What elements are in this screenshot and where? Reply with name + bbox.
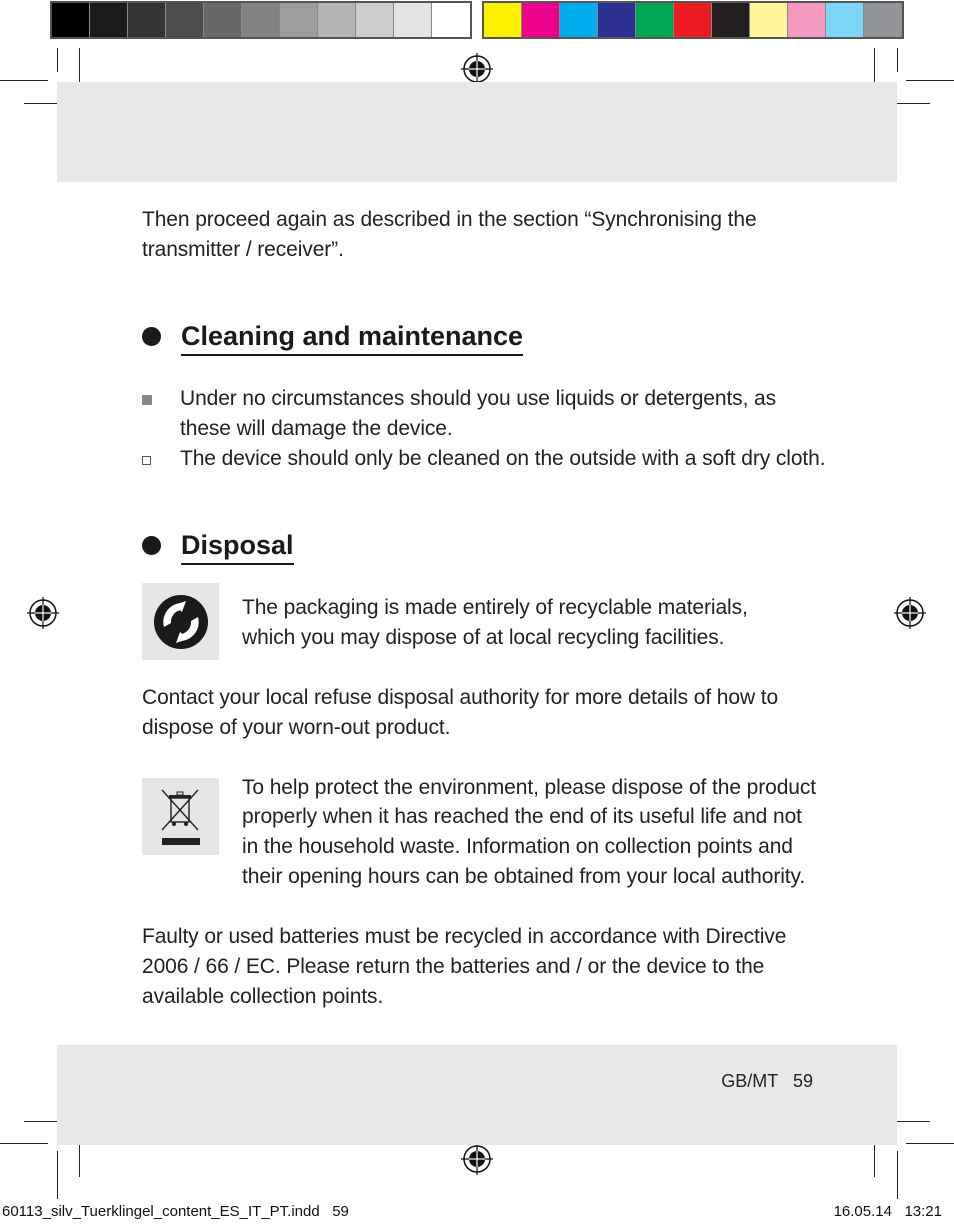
color-swatch: [204, 3, 242, 37]
registration-mark-icon: [894, 597, 926, 629]
registration-mark-icon: [461, 53, 493, 85]
color-swatch: [636, 3, 674, 37]
color-swatch: [864, 3, 902, 37]
color-swatch: [560, 3, 598, 37]
list-bullet-icon: [142, 395, 152, 405]
color-swatch: [788, 3, 826, 37]
color-swatch: [750, 3, 788, 37]
color-swatch: [128, 3, 166, 37]
battery-line-3: available collection points.: [142, 985, 384, 1008]
green-dot-recycle-icon: [152, 593, 210, 651]
crossed-out-wheelie-bin-icon: [156, 786, 206, 848]
crop-mark: [0, 1143, 48, 1144]
recycle-icon-box: [142, 583, 219, 660]
section-bullet-icon: [142, 327, 161, 346]
color-swatch: [674, 3, 712, 37]
section-heading-disposal: Disposal: [181, 528, 294, 565]
color-swatch: [522, 3, 560, 37]
timestamp: 16.05.14 13:21: [833, 1203, 942, 1220]
color-swatch: [484, 3, 522, 37]
cleaning-bullet-1-line-1: Under no circumstances should you use liquids or detergents, as: [180, 387, 777, 410]
grayscale-color-bar: [50, 1, 472, 39]
color-swatch: [712, 3, 750, 37]
crop-mark: [0, 80, 48, 81]
header-band: [57, 82, 897, 182]
crop-mark: [897, 48, 898, 72]
battery-line-2: 2006 / 66 / EC. Please return the batteries and / or the device to the: [142, 955, 765, 978]
section-heading-cleaning: Cleaning and maintenance: [181, 319, 523, 356]
color-swatch: [318, 3, 356, 37]
page-number: GB/MT 59: [721, 1071, 813, 1091]
color-swatch: [90, 3, 128, 37]
color-swatch: [166, 3, 204, 37]
color-swatch: [826, 3, 864, 37]
env-line-2: properly when it has reached the end of its useful life and not: [242, 805, 802, 828]
checkbox-bullet-icon: [142, 456, 151, 465]
intro-line-1: Then proceed again as described in the section “Synchronising the: [142, 208, 757, 231]
packaging-line-2: which you may dispose of at local recycling facilities.: [242, 626, 725, 649]
intro-line-2: transmitter / receiver”.: [142, 238, 344, 261]
registration-mark-icon: [27, 597, 59, 629]
section-bullet-icon: [142, 536, 161, 555]
crop-mark: [57, 1151, 58, 1199]
contact-line-2: dispose of your worn-out product.: [142, 716, 451, 739]
env-line-4: their opening hours can be obtained from your local authority.: [242, 865, 806, 888]
color-swatch: [242, 3, 280, 37]
footer-band: [57, 1045, 897, 1145]
color-swatch: [52, 3, 90, 37]
crop-mark: [57, 48, 58, 72]
crop-mark: [906, 1143, 954, 1144]
weee-icon-box: [142, 778, 219, 855]
contact-line-1: Contact your local refuse disposal authority for more details of how to: [142, 686, 779, 709]
color-swatch: [356, 3, 394, 37]
color-swatch: [280, 3, 318, 37]
color-swatch: [394, 3, 432, 37]
battery-line-1: Faulty or used batteries must be recycled in accordance with Directive: [142, 925, 787, 948]
file-info: 60113_silv_Tuerklingel_content_ES_IT_PT.indd 59: [2, 1203, 349, 1220]
crop-mark: [897, 1151, 898, 1199]
process-color-bar: [482, 1, 904, 39]
env-line-3: in the household waste. Information on collection points and: [242, 835, 793, 858]
env-line-1: To help protect the environment, please dispose of the product: [242, 776, 816, 799]
registration-mark-icon: [461, 1143, 493, 1175]
crop-mark: [906, 80, 954, 81]
color-swatch: [432, 3, 470, 37]
color-swatch: [598, 3, 636, 37]
cleaning-bullet-1-line-2: these will damage the device.: [180, 417, 453, 440]
cleaning-bullet-2: The device should only be cleaned on the outside with a soft dry cloth.: [180, 447, 826, 470]
packaging-line-1: The packaging is made entirely of recyclable materials,: [242, 596, 748, 619]
